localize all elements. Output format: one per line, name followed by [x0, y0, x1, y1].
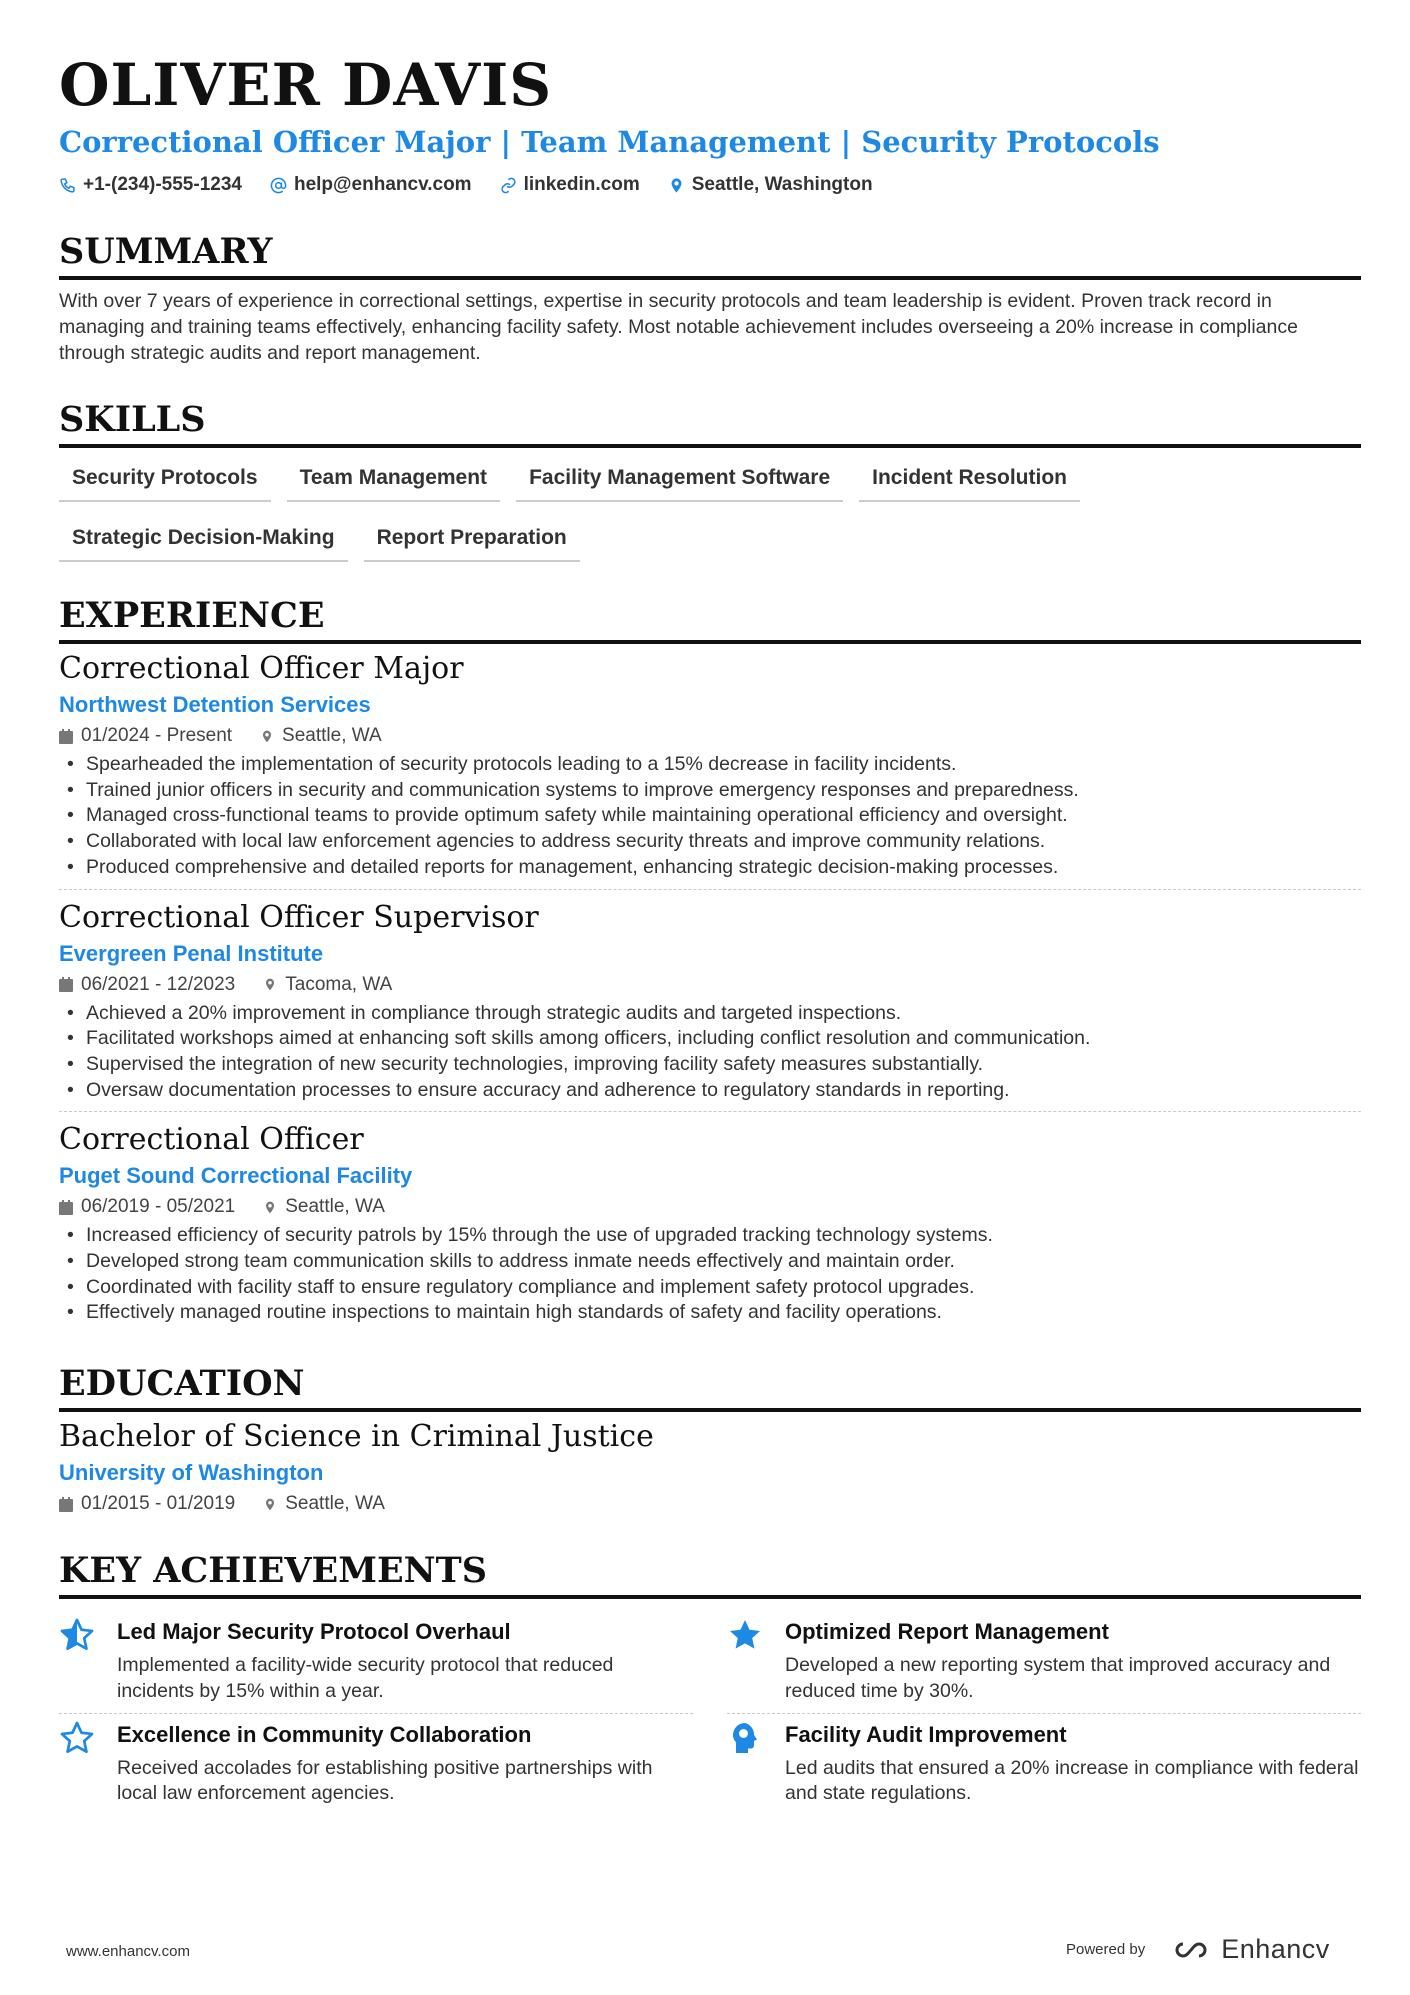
achievements-section [59, 1549, 1361, 1815]
job-bullets [59, 1001, 1361, 1104]
star-icon [727, 1617, 763, 1653]
job-company: Evergreen Penal Institute [59, 940, 324, 966]
experience-title: EXPERIENCE [59, 594, 1361, 644]
job-location: Seattle, WA [285, 1196, 385, 1218]
skills-section [59, 398, 1361, 562]
education-location: Seattle, WA [285, 1493, 385, 1515]
achievement-title: Excellence in Community Collaboration [117, 1721, 532, 1747]
job-bullet: • Trained junior officers in security and communication systems to improve emergency responses and preparedness. [59, 778, 1361, 804]
achievement-item [727, 1714, 1361, 1815]
contact-email[interactable] [270, 174, 472, 196]
linkedin-text: linkedin.com [523, 174, 640, 195]
education-meta [59, 1491, 1361, 1517]
job-bullet: • Produced comprehensive and detailed reports for management, enhancing strategic decision-making processes. [59, 855, 1361, 881]
resume-content [59, 50, 1361, 1815]
job-company: Northwest Detention Services [59, 692, 371, 717]
achievement-title: Optimized Report Management [785, 1619, 1109, 1645]
job-entry [59, 889, 1361, 1112]
job-title: Correctional Officer [59, 1122, 364, 1158]
job-bullet: • Coordinated with facility staff to ensure regulatory compliance and implement safety protocol upgrades. [59, 1275, 1361, 1301]
skills-title: SKILLS [59, 398, 1361, 448]
achievement-desc: Developed a new reporting system that improved accuracy and reduced time by 30%. [785, 1654, 1331, 1702]
contact-location [668, 174, 873, 196]
brand-name: Enhancv [1221, 1934, 1330, 1964]
job-bullet: • Oversaw documentation processes to ensure accuracy and adherence to regulatory standards in reporting. [59, 1078, 1361, 1104]
job-bullet: • Collaborated with local law enforcement agencies to address security threats and improve community relations. [59, 829, 1361, 855]
summary-section [59, 230, 1361, 366]
job-location: Tacoma, WA [285, 973, 393, 995]
job-meta [59, 1194, 1361, 1220]
star-outline-icon [59, 1720, 95, 1756]
job-list [59, 650, 1361, 1334]
job-dates: 06/2021 - 12/2023 [81, 973, 236, 995]
footer-branding[interactable] [1066, 1934, 1330, 1965]
head-idea-icon [727, 1720, 763, 1756]
map-pin-icon [263, 1497, 277, 1512]
powered-by-text: Powered by [1066, 1941, 1146, 1958]
achievement-item [59, 1714, 693, 1815]
job-company: Puget Sound Correctional Facility [59, 1163, 413, 1189]
achievement-desc: Led audits that ensured a 20% increase in compliance with federal and state regulations. [785, 1756, 1359, 1805]
job-bullets [59, 1223, 1361, 1326]
skill-tag: Security Protocols [59, 460, 271, 502]
at-icon [270, 177, 287, 194]
job-bullet: • Supervised the integration of new security technologies, improving facility safety measures substantially. [59, 1052, 1361, 1078]
achievement-desc: Received accolades for establishing positive partnerships with local law enforcement agencies. [117, 1756, 653, 1805]
experience-section [59, 594, 1361, 1334]
achievement-item [727, 1611, 1361, 1713]
education-section [59, 1362, 1361, 1517]
achievements-title: KEY ACHIEVEMENTS [59, 1549, 1361, 1599]
skill-tag: Facility Management Software [516, 460, 843, 502]
calendar-icon [59, 1200, 73, 1215]
job-title: Correctional Officer Major [59, 651, 464, 686]
candidate-name: OLIVER DAVIS [59, 51, 553, 119]
job-title: Correctional Officer Supervisor [59, 899, 539, 935]
map-pin-icon [263, 1200, 277, 1215]
skills-list [59, 460, 1361, 562]
summary-title: SUMMARY [59, 230, 1361, 280]
achievement-title: Facility Audit Improvement [785, 1721, 1067, 1747]
map-pin-icon [263, 977, 277, 992]
enhancv-logo-icon [1169, 1938, 1213, 1962]
achievement-item [59, 1611, 693, 1713]
email-text: help@enhancv.com [293, 174, 472, 195]
job-bullet: • Achieved a 20% improvement in compliance through strategic audits and targeted inspections. [59, 1001, 1361, 1027]
skill-tag: Strategic Decision-Making [59, 520, 348, 562]
summary-text: With over 7 years of experience in correctional settings, expertise in security protocols and team leadership is evident. Proven track record in managing and training teams effectively, enhancing facility safety. Most notable achievement includes overseeing a 20% increase in compliance through strategic audits and report management. [59, 290, 1298, 364]
job-entry [59, 1111, 1361, 1334]
job-location: Seattle, WA [282, 725, 382, 746]
link-icon [500, 177, 517, 194]
education-title: EDUCATION [59, 1362, 1361, 1412]
skill-tag: Report Preparation [364, 520, 580, 562]
location-text: Seattle, Washington [691, 174, 873, 195]
map-pin-icon [260, 729, 274, 744]
contact-linkedin[interactable] [500, 174, 640, 196]
job-meta [59, 723, 1361, 749]
job-bullet: • Increased efficiency of security patrols by 15% through the use of upgraded tracking technology systems. [59, 1223, 1361, 1249]
education-entry [59, 1418, 1361, 1517]
job-bullet: • Effectively managed routine inspections to maintain high standards of safety and facility operations. [59, 1300, 1361, 1326]
job-entry [59, 650, 1361, 889]
education-dates: 01/2015 - 01/2019 [81, 1493, 236, 1515]
half-star-icon [59, 1617, 95, 1653]
degree: Bachelor of Science in Criminal Justice [59, 1419, 654, 1455]
phone-text: +1-(234)-555-1234 [83, 174, 242, 195]
contact-phone[interactable] [59, 174, 242, 196]
calendar-icon [59, 729, 73, 744]
brand-logo [1169, 1934, 1330, 1965]
job-dates: 01/2024 - Present [81, 725, 233, 746]
candidate-headline: Correctional Officer Major | Team Management | Security Protocols [59, 125, 1160, 159]
job-bullets [59, 752, 1361, 881]
job-bullet: • Managed cross-functional teams to provide optimum safety while maintaining operational efficiency and oversight. [59, 803, 1361, 829]
calendar-icon [59, 1497, 73, 1512]
job-bullet: • Facilitated workshops aimed at enhancing soft skills among officers, including conflict resolution and communication. [59, 1026, 1361, 1052]
job-bullet: • Developed strong team communication skills to address inmate needs effectively and maintain order. [59, 1249, 1361, 1275]
contact-row [59, 174, 1361, 196]
skill-tag: Team Management [287, 460, 501, 502]
job-bullet: • Spearheaded the implementation of security protocols leading to a 15% decrease in facility incidents. [59, 752, 1361, 778]
achievements-grid [59, 1611, 1361, 1815]
phone-icon [59, 177, 76, 194]
job-meta [59, 972, 1361, 998]
calendar-icon [59, 977, 73, 992]
skill-tag: Incident Resolution [859, 460, 1080, 502]
job-dates: 06/2019 - 05/2021 [81, 1196, 236, 1218]
footer-website[interactable]: www.enhancv.com [66, 1943, 190, 1960]
map-pin-icon [668, 177, 685, 194]
achievement-desc: Implemented a facility-wide security protocol that reduced incidents by 15% within a year. [117, 1654, 614, 1702]
school: University of Washington [59, 1460, 324, 1486]
achievement-title: Led Major Security Protocol Overhaul [117, 1619, 511, 1645]
